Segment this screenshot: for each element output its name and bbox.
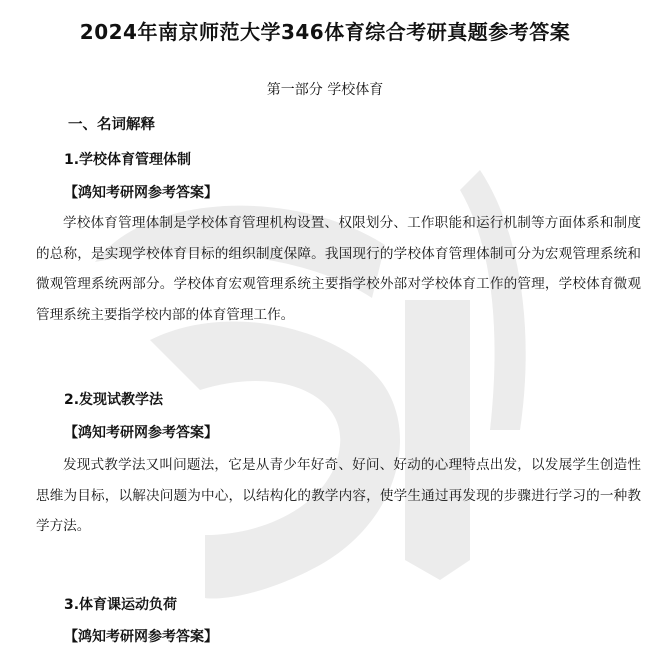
term-heading: 3.体育课运动负荷 xyxy=(64,597,178,613)
document-title: 2024年南京师范大学346体育综合考研真题参考答案 xyxy=(79,20,571,44)
term-heading: 1.学校体育管理体制 xyxy=(64,152,192,168)
answer-label: 【鸿知考研网参考答案】 xyxy=(64,425,218,441)
answer-paragraph: 学校体育管理体制是学校体育管理机构设置、权限划分、工作职能和运行机制等方面体系和制度的总称，是实现学校体育目标的组织制度保障。我国现行的学校体育管理体制可分为宏观管理系统和微观管理系统两部分。学校体育宏观管理系统主要指学校外部对学校体育工作的管理，学校体育微观管理系统主要指学校内部的体育管理工作。 xyxy=(36,215,641,323)
answer-label: 【鸿知考研网参考答案】 xyxy=(64,629,218,645)
term-heading: 2.发现试教学法 xyxy=(64,392,164,408)
answer-label: 【鸿知考研网参考答案】 xyxy=(64,185,218,201)
answer-paragraph: 发现式教学法又叫问题法，它是从青少年好奇、好问、好动的心理特点出发，以发展学生创造性思维为目标，以解决问题为中心，以结构化的教学内容，使学生通过再发现的步骤进行学习的一种教学方法。 xyxy=(36,457,641,534)
part-title: 第一部分 学校体育 xyxy=(266,82,384,98)
section-heading: 一、名词解释 xyxy=(68,117,155,133)
